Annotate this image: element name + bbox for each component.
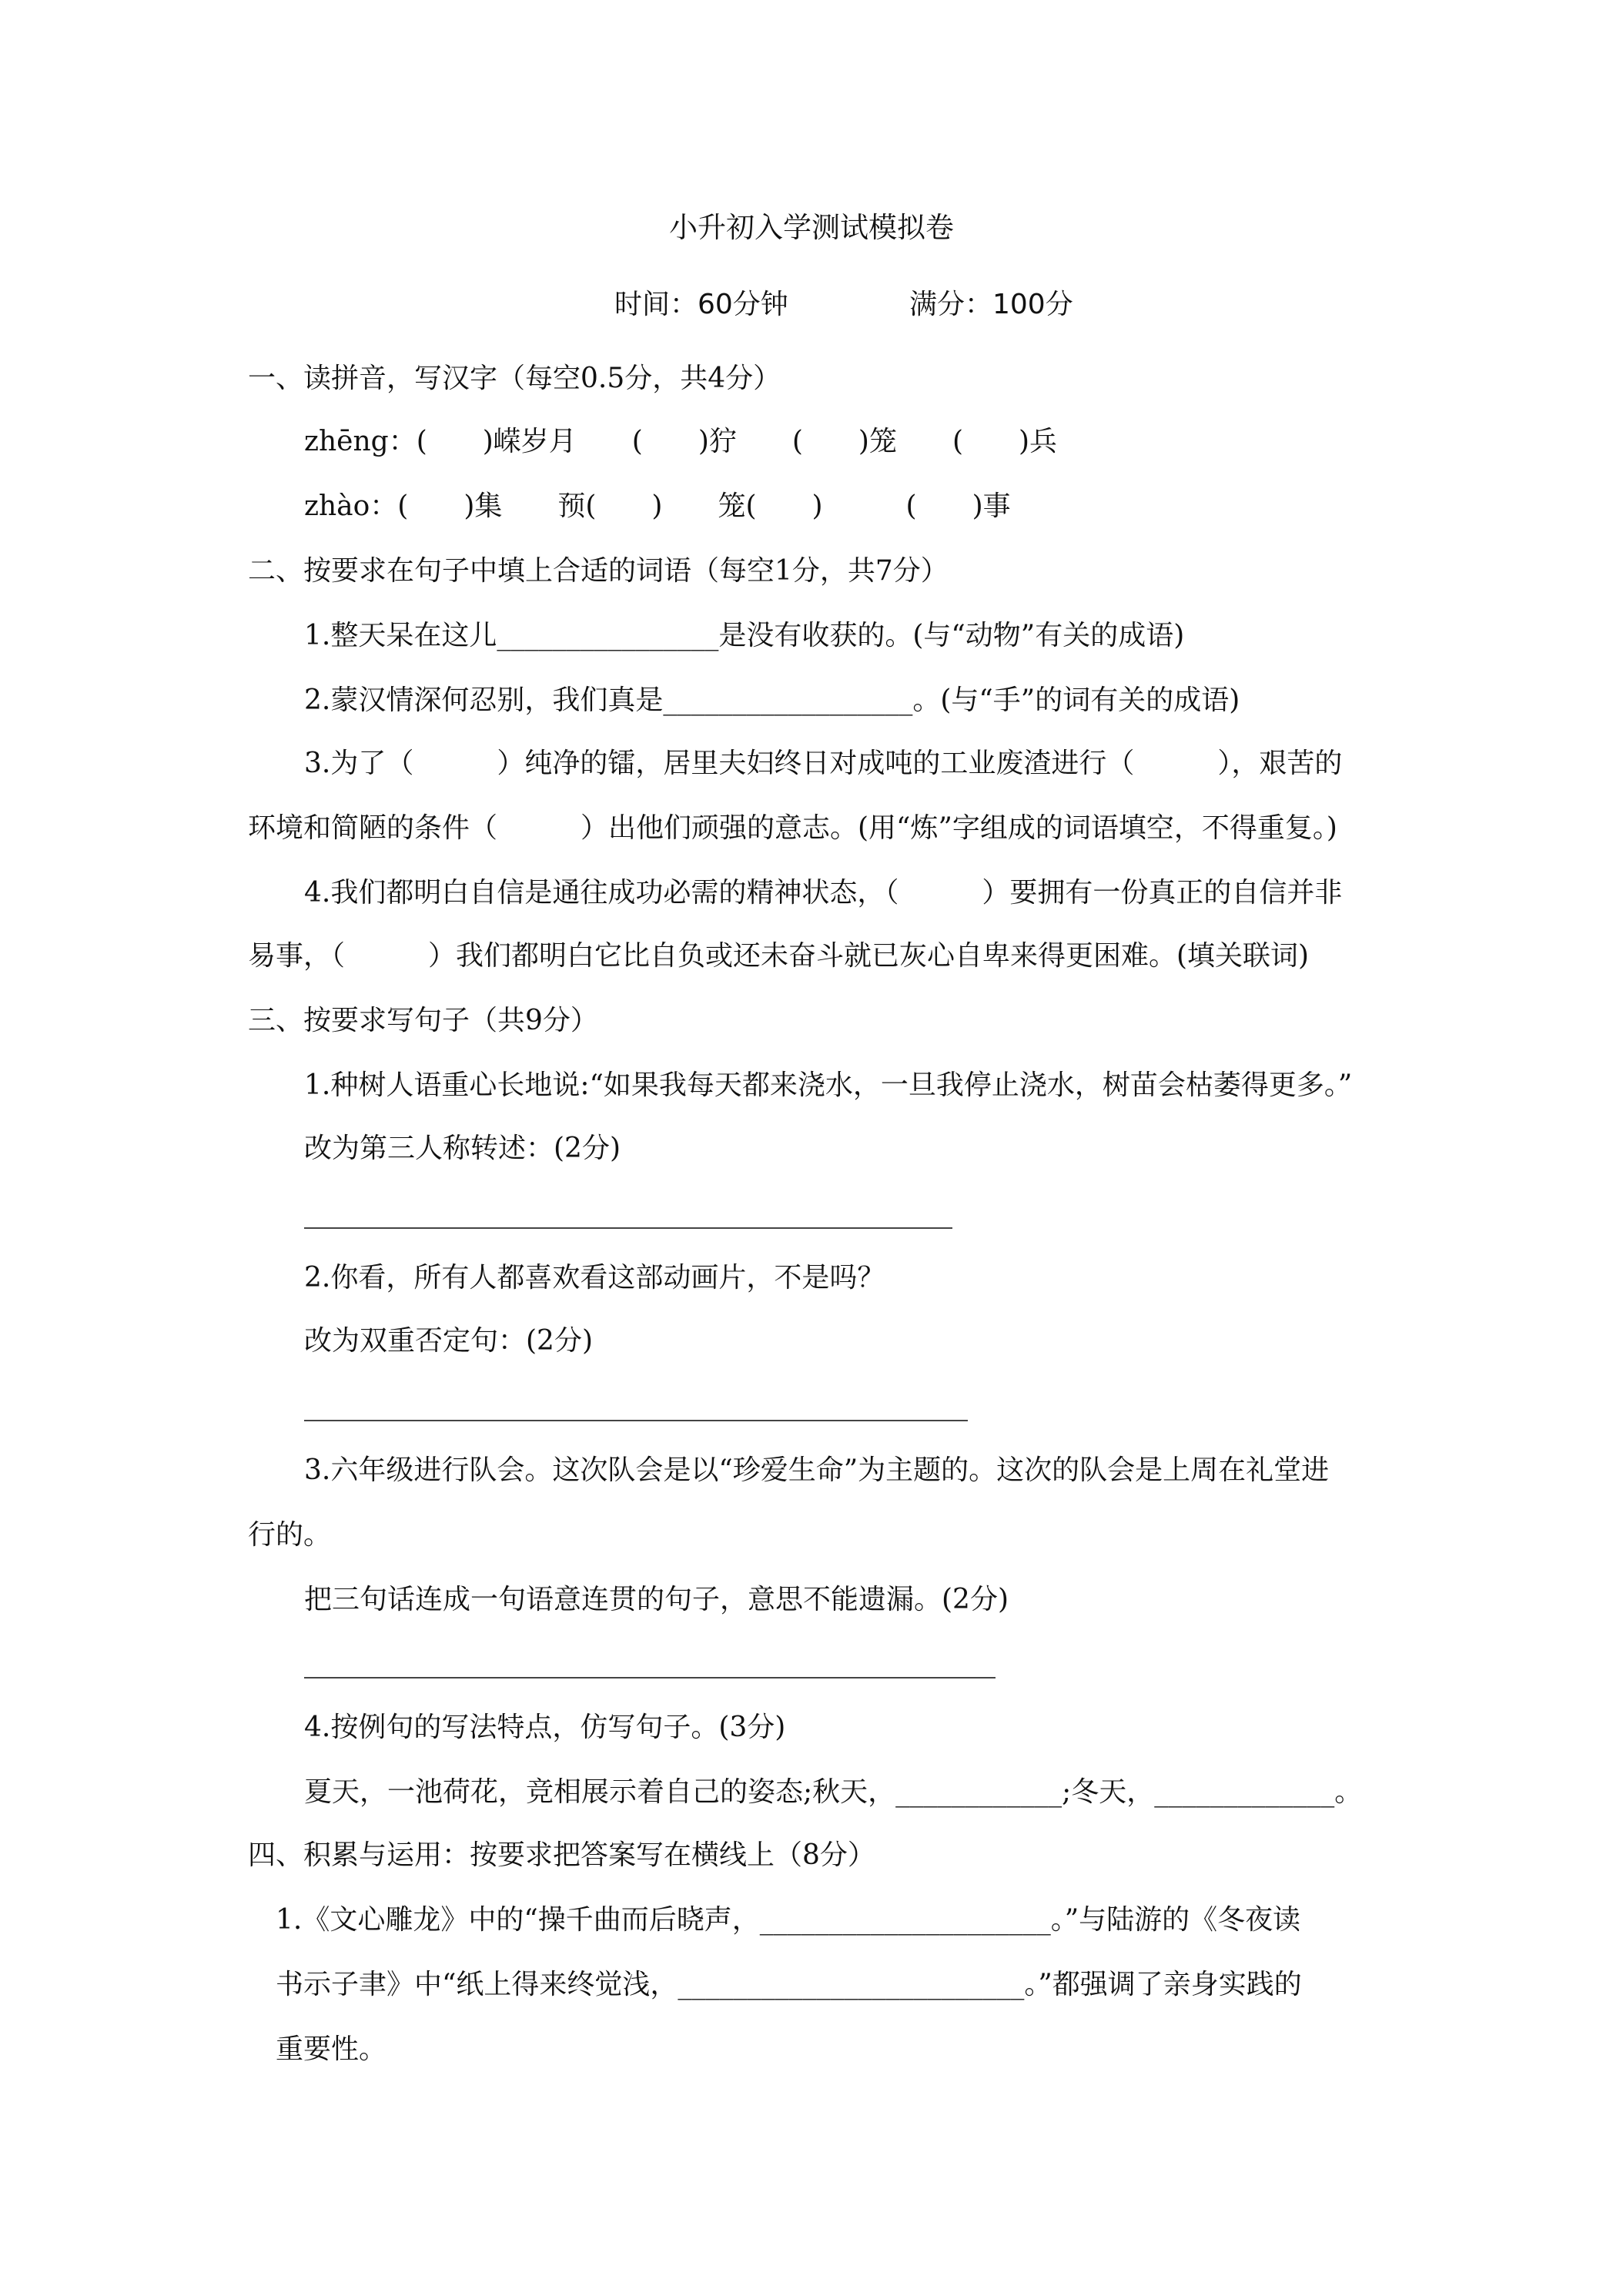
- s3-question-1-task: 改为第三人称转述：(2分): [304, 1133, 621, 1164]
- section-1-heading: 一、读拼音，写汉字（每空0.5分，共4分）: [248, 363, 781, 394]
- s2-question-3-line-1: 3.为了（ ）纯净的镭，居里夫妇终日对成吨的工业废渣进行（ ），艰苦的: [304, 748, 1343, 779]
- s3-question-2-task: 改为双重否定句：(2分): [304, 1325, 593, 1357]
- answer-line-3[interactable]: [304, 1677, 996, 1678]
- s4-question-1-line-1: 1.《文心雕龙》中的“操千曲而后晓声，_____________________。”与陆游的《冬夜读: [276, 1904, 1301, 1936]
- pinyin-zhao-line: zhào：( )集 预( ) 笼( ) ( )事: [304, 490, 1011, 522]
- s3-question-3-line-1: 3.六年级进行队会。这次队会是以“珍爱生命”为主题的。这次的队会是上周在礼堂进: [304, 1454, 1330, 1486]
- section-4-heading: 四、积累与运用：按要求把答案写在横线上（8分）: [248, 1839, 875, 1871]
- s2-question-4-line-1: 4.我们都明白自信是通往成功必需的精神状态，（ ）要拥有一份真正的自信并非: [304, 877, 1343, 909]
- section-2-heading: 二、按要求在句子中填上合适的词语（每空1分，共7分）: [248, 555, 949, 587]
- exam-time: 时间：60分钟: [614, 289, 788, 320]
- section-3-heading: 三、按要求写句子（共9分）: [248, 1005, 598, 1036]
- exam-full-score: 满分：100分: [909, 289, 1073, 320]
- s3-question-4-task: 4.按例句的写法特点，仿写句子。(3分): [304, 1712, 786, 1743]
- s3-question-3-task: 把三句话连成一句语意连贯的句子，意思不能遗漏。(2分): [304, 1584, 1009, 1615]
- s3-question-1-text: 1.种树人语重心长地说:“如果我每天都来浇水，一旦我停止浇水，树苗会枯萎得更多。”: [304, 1069, 1353, 1101]
- page-title: 小升初入学测试模拟卷: [669, 211, 954, 244]
- s4-question-1-line-2: 书示子聿》中“纸上得来终觉浅，_________________________。”都强调了亲身实践的: [276, 1969, 1302, 2000]
- s2-question-3-line-2: 环境和简陋的条件（ ）出他们顽强的意志。(用“炼”字组成的词语填空，不得重复。): [248, 812, 1337, 844]
- s3-question-2-text: 2.你看，所有人都喜欢看这部动画片，不是吗？: [304, 1262, 885, 1294]
- s4-question-1-line-3: 重要性。: [276, 2033, 387, 2065]
- answer-line-2[interactable]: [304, 1420, 968, 1421]
- s3-question-3-line-2: 行的。: [248, 1519, 332, 1551]
- s2-question-1: 1.整天呆在这儿________________是没有收获的。(与“动物”有关的成语): [304, 620, 1185, 651]
- pinyin-zheng-line: zhēng：( )嵘岁月 ( )狞 ( )笼 ( )兵: [304, 426, 1058, 457]
- s3-question-4-example: 夏天，一池荷花，竞相展示着自己的姿态;秋天，____________;冬天，_____________。: [304, 1776, 1363, 1808]
- s2-question-4-line-2: 易事，（ ）我们都明白它比自负或还未奋斗就已灰心自卑来得更困难。(填关联词): [248, 940, 1310, 972]
- s2-question-2: 2.蒙汉情深何忍别，我们真是__________________。(与“手”的词有关的成语): [304, 684, 1240, 716]
- answer-line-1[interactable]: [304, 1227, 952, 1229]
